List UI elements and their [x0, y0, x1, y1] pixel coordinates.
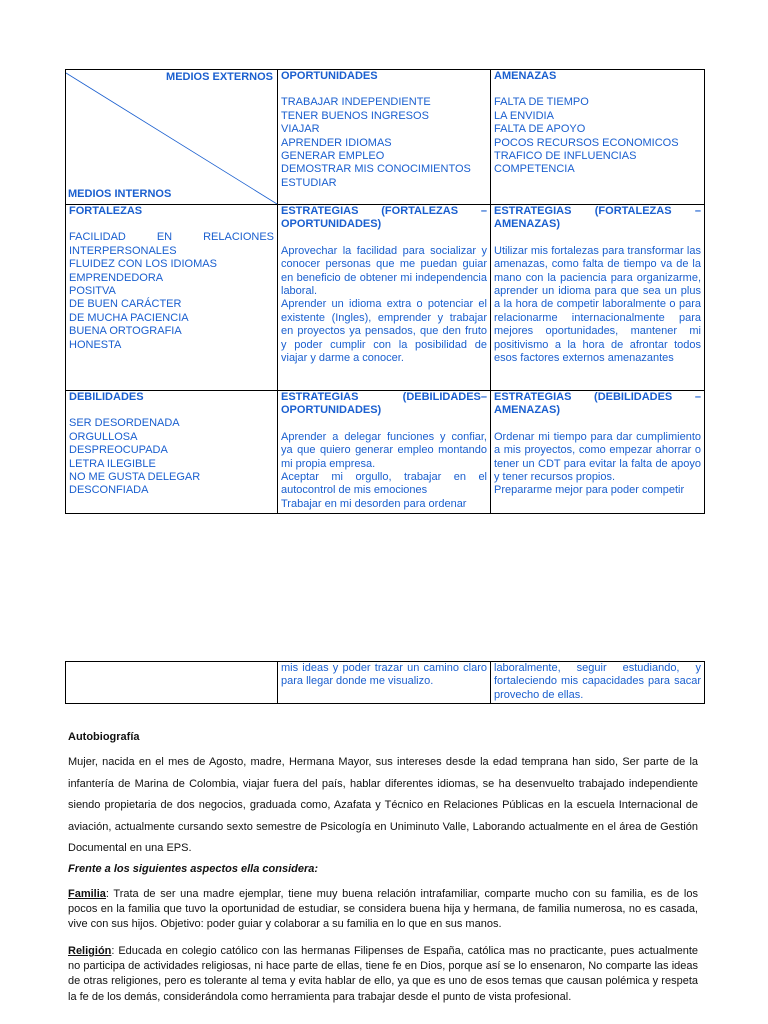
list-item: DE MUCHA PACIENCIA	[69, 311, 189, 324]
table-row-header	[66, 70, 705, 205]
oportunidades-cell	[278, 70, 491, 205]
dofa-matrix-table	[65, 69, 705, 514]
estrategias-fo-cell	[278, 205, 491, 391]
estrategias-fo-title: ESTRATEGIAS (FORTALEZAS – OPORTUNIDADES)	[281, 205, 487, 231]
estrategias-fa-text: Utilizar mis fortalezas para transformar las amenazas, como falta de tiempo va de la mano con la paciencia para organizarme, aprender un idioma para que sea un plus a la hora de competir laboralmente o para relacionarme internacionalmente para mejores oportunidades, mantener mi positivismo a la hora de afrontar todos esos factores externos amenazantes	[494, 244, 701, 365]
estrategias-fo-text: Aprovechar la facilidad para socializar y conocer personas que me puedan guiar en beneficio de obtener mi independencia laboral.	[281, 244, 487, 298]
familia-label: Familia	[68, 888, 106, 900]
list-item: TENER BUENOS INGRESOS	[281, 109, 429, 122]
estrategias-da-continuation	[491, 662, 705, 704]
list-item: DESPREOCUPADA	[69, 444, 168, 457]
fortalezas-list	[69, 231, 274, 352]
list-item: SER DESORDENADA	[69, 417, 180, 430]
list-item: APRENDER IDIOMAS	[281, 136, 392, 149]
estrategias-do-text-cont: mis ideas y poder trazar un camino claro para llegar donde me visualizo.	[281, 662, 487, 688]
dofa-matrix-continuation	[65, 661, 705, 704]
list-item: TRABAJAR INDEPENDIENTE	[281, 96, 431, 109]
religion-paragraph	[68, 944, 698, 1005]
list-item: FALTA DE TIEMPO	[494, 96, 589, 109]
familia-text: : Trata de ser una madre ejemplar, tiene muy buena relación intrafamiliar, comparte mucho con su familia, es de los pocos en la familia que tuvo la oportunidad de estudiar, se considera buena hija y hermana, de familia numerosa, no es casada, vive con sus hijos. Objetivo: poder guiar y colaborar a su familia en lo que en sus manos.	[68, 888, 698, 931]
medios-externos-label: MEDIOS EXTERNOS	[166, 71, 273, 83]
list-item: NO ME GUSTA DELEGAR	[69, 471, 201, 484]
fortalezas-title: FORTALEZAS	[69, 205, 143, 217]
oportunidades-title: OPORTUNIDADES	[281, 70, 378, 82]
medios-internos-label: MEDIOS INTERNOS	[68, 187, 172, 200]
list-item: DEMOSTRAR MIS CONOCIMIENTOS	[281, 163, 471, 176]
estrategias-fa-title: ESTRATEGIAS (FORTALEZAS – AMENAZAS)	[494, 205, 701, 231]
autobiografia-paragraph	[68, 752, 698, 860]
list-item: LETRA ILEGIBLE	[69, 457, 156, 470]
list-item: VIAJAR	[281, 123, 320, 136]
list-item: TRAFICO DE INFLUENCIAS	[494, 150, 637, 163]
empty-cell	[66, 662, 278, 704]
autobiografia-heading: Autobiografía	[68, 731, 140, 743]
diagonal-divider	[66, 70, 278, 205]
oportunidades-list	[281, 96, 487, 190]
estrategias-do-text: Aprender a delegar funciones y confiar, ya que quiero generar empleo montando mi propia empresa.	[281, 430, 487, 470]
list-item: ORGULLOSA	[69, 430, 138, 443]
autobiografia-text: Mujer, nacida en el mes de Agosto, madre, Hermana Mayor, sus intereses desde la edad temprana han sido, Ser parte de la infantería de Marina de Colombia, viajar fuera del país, hablar diferentes idiomas, se ha desenvuelto trabajado independiente siendo propietaria de dos negocios, graduada como, Azafata y Técnico en Relaciones Públicas en la escuela Internacional de aviación, actualmente cursando sexto semestre de Psicología en Uniminuto Valle, Laborando actualmente en el área de Gestión Documental en una EPS.	[68, 756, 698, 855]
list-item: LA ENVIDIA	[494, 109, 554, 122]
corner-cell	[66, 70, 278, 205]
list-item: FALTA DE APOYO	[494, 123, 586, 136]
estrategias-do-continuation	[278, 662, 491, 704]
estrategias-do-text-2: Aceptar mi orgullo, trabajar en el autocontrol de mis emociones	[281, 471, 487, 497]
religion-text: : Educada en colegio católico con las hermanas Filipenses de España, católica mas no practicante, pues actualmente no participa de actividades religiosas, ni hace parte de ellas, tiene fe en Dios, porque así se lo ensenaron, No comparte las ideas de otras religiones, pero es tolerante al tema y evita hablar de ello, ya que es uno de esos temas que causan polémica y respeta la fe de los demás, considerándola como herramienta para trabajar desde el punto de vista profesional.	[68, 945, 698, 1003]
amenazas-list	[494, 96, 701, 176]
table-row-fortalezas	[66, 205, 705, 391]
estrategias-fo-text-2: Aprender un idioma extra o potenciar el existente (Ingles), emprender y trabajar en proyectos ya pensados, que den fruto y poder cumplir con la posibilidad de viajar y darme a conocer.	[281, 298, 487, 365]
list-item: POCOS RECURSOS ECONOMICOS	[494, 136, 679, 149]
estrategias-da-title: ESTRATEGIAS (DEBILIDADES – AMENAZAS)	[494, 391, 701, 417]
list-item: HONESTA	[69, 338, 122, 351]
aspects-heading: Frente a los siguientes aspectos ella considera:	[68, 863, 319, 875]
list-item: FACILIDAD EN RELACIONES INTERPERSONALES	[69, 231, 274, 257]
estrategias-da-text-cont: laboralmente, seguir estudiando, y fortaleciendo mis capacidades para sacar provecho de ellas.	[494, 662, 701, 701]
list-item: DESCONFIADA	[69, 484, 149, 497]
estrategias-da-text: Ordenar mi tiempo para dar cumplimiento a mis proyectos, como empezar ahorrar o tener un CDT para evitar la falta de apoyo y tener recursos propios.	[494, 430, 701, 484]
debilidades-title: DEBILIDADES	[69, 391, 144, 403]
estrategias-do-cell	[278, 391, 491, 514]
estrategias-da-cell	[491, 391, 705, 514]
list-item: GENERAR EMPLEO	[281, 150, 385, 163]
table-row-continuation	[66, 662, 705, 704]
list-item: BUENA ORTOGRAFIA	[69, 325, 182, 338]
table-row-debilidades	[66, 391, 705, 514]
familia-paragraph	[68, 887, 698, 933]
estrategias-do-text-3: Trabajar en mi desorden para ordenar	[281, 497, 467, 510]
list-item: FLUIDEZ CON LOS IDIOMAS	[69, 258, 217, 271]
list-item: POSITVA	[69, 285, 116, 298]
list-item: EMPRENDEDORA	[69, 271, 164, 284]
fortalezas-cell	[66, 205, 278, 391]
amenazas-cell	[491, 70, 705, 205]
estrategias-fa-cell	[491, 205, 705, 391]
debilidades-list	[69, 417, 274, 497]
debilidades-cell	[66, 391, 278, 514]
list-item: DE BUEN CARÁCTER	[69, 298, 182, 311]
list-item: COMPETENCIA	[494, 163, 575, 176]
religion-label: Religión	[68, 945, 112, 957]
list-item: ESTUDIAR	[281, 176, 337, 189]
amenazas-title: AMENAZAS	[494, 70, 557, 82]
estrategias-do-title: ESTRATEGIAS (DEBILIDADES– OPORTUNIDADES)	[281, 391, 487, 417]
estrategias-da-text-2: Prepararme mejor para poder competir	[494, 484, 685, 497]
